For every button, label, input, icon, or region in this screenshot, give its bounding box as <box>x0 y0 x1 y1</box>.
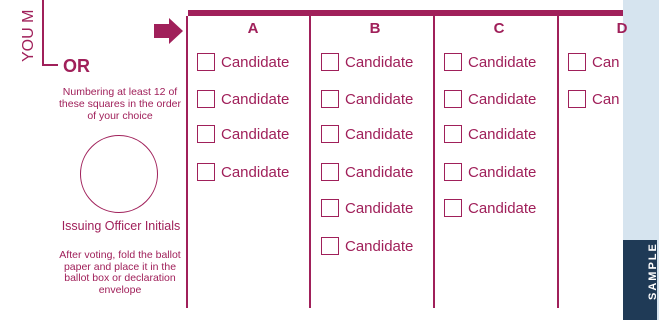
candidate-checkbox[interactable] <box>321 90 339 108</box>
numbering-instruction: Numbering at least 12 of these squares in the order of your choice <box>59 86 181 122</box>
officer-initials-circle <box>80 135 158 213</box>
candidate-checkbox[interactable] <box>321 163 339 181</box>
column-divider <box>433 16 435 308</box>
candidate-label: Candidate <box>345 125 414 143</box>
candidate-label: Candidate <box>468 90 537 108</box>
candidate-option[interactable] <box>197 52 289 72</box>
candidate-checkbox[interactable] <box>197 125 215 143</box>
candidate-label: Candidate <box>345 53 414 71</box>
candidate-option[interactable] <box>444 89 536 109</box>
candidate-checkbox[interactable] <box>444 199 462 217</box>
candidate-label: Candidate <box>221 125 290 143</box>
sample-label: SAMPLE <box>647 242 659 300</box>
issuing-officer-label: Issuing Officer Initials <box>61 219 181 233</box>
candidate-label: Candidate <box>221 90 290 108</box>
candidate-label: Can <box>592 53 620 71</box>
candidate-checkbox[interactable] <box>197 163 215 181</box>
candidate-option[interactable] <box>444 124 536 144</box>
fold-instruction: After voting, fold the ballot paper and place it in the ballot box or declaration envelope <box>59 249 181 296</box>
column-divider <box>557 16 559 308</box>
candidate-label: Candidate <box>345 237 414 255</box>
column-d-letter: D <box>616 20 628 37</box>
candidate-checkbox[interactable] <box>444 53 462 71</box>
candidate-option[interactable] <box>444 198 536 218</box>
candidate-label: Candidate <box>221 163 290 181</box>
candidate-checkbox[interactable] <box>444 163 462 181</box>
candidate-label: Candidate <box>468 199 537 217</box>
candidate-checkbox[interactable] <box>321 125 339 143</box>
candidate-label: Candidate <box>345 199 414 217</box>
candidate-label: Candidate <box>468 163 537 181</box>
candidate-option[interactable] <box>321 89 413 109</box>
candidate-option[interactable] <box>568 52 620 72</box>
candidate-option[interactable] <box>444 52 536 72</box>
candidate-checkbox[interactable] <box>444 90 462 108</box>
column-divider <box>186 16 188 308</box>
candidate-checkbox[interactable] <box>197 53 215 71</box>
column-c-letter: C <box>493 20 505 37</box>
candidate-label: Candidate <box>345 163 414 181</box>
candidate-option[interactable] <box>197 162 289 182</box>
candidate-label: Candidate <box>468 53 537 71</box>
candidate-option[interactable] <box>321 162 413 182</box>
side-instruction-text: YOU M <box>20 9 37 62</box>
candidate-checkbox[interactable] <box>321 53 339 71</box>
column-b-letter: B <box>369 20 381 37</box>
candidate-option[interactable] <box>568 89 620 109</box>
bracket-line <box>42 0 58 66</box>
candidate-checkbox[interactable] <box>568 90 586 108</box>
candidate-option[interactable] <box>444 162 536 182</box>
column-divider <box>309 16 311 308</box>
candidate-label: Candidate <box>468 125 537 143</box>
candidate-label: Can <box>592 90 620 108</box>
candidate-option[interactable] <box>321 198 413 218</box>
candidate-label: Candidate <box>221 53 290 71</box>
candidate-option[interactable] <box>197 89 289 109</box>
candidate-option[interactable] <box>321 52 413 72</box>
candidate-option[interactable] <box>197 124 289 144</box>
candidate-label: Candidate <box>345 90 414 108</box>
candidate-checkbox[interactable] <box>444 125 462 143</box>
candidate-checkbox[interactable] <box>321 199 339 217</box>
column-a-letter: A <box>247 20 259 37</box>
candidate-option[interactable] <box>321 236 413 256</box>
candidate-option[interactable] <box>321 124 413 144</box>
or-label: OR <box>63 56 90 76</box>
candidate-checkbox[interactable] <box>197 90 215 108</box>
candidate-checkbox[interactable] <box>568 53 586 71</box>
candidate-checkbox[interactable] <box>321 237 339 255</box>
